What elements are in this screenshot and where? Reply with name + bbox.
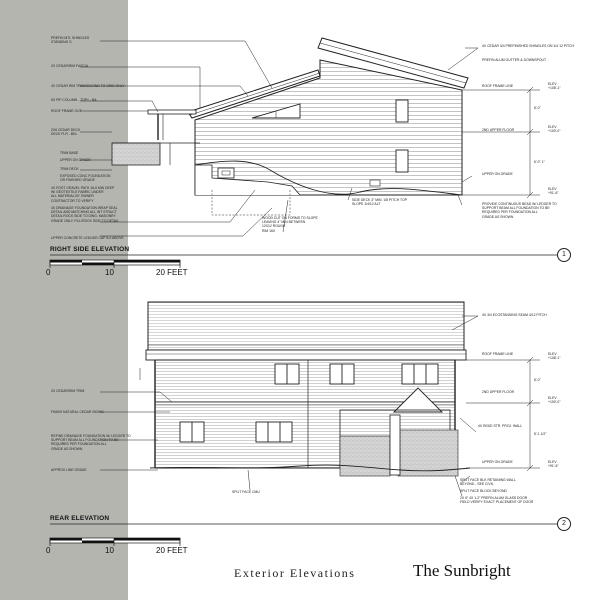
- rear-note-right-3: 2ND UPPER FLOOR: [482, 390, 515, 394]
- right-elev-deck-stone-base: [112, 143, 160, 165]
- rear-note-left-3: REFINE DRAINAGE FOUNDATION W/ LEDGER TO SUPPORT BEAM ALL FOUNDATION TO BE REQUIRED PER FOUNDATION ALL GRADE AS SHOWN: [51, 434, 131, 451]
- rear-note-right-4: UPPER ON GRADE: [482, 460, 513, 464]
- right-note-right-3: ROOF FRAME LINE: [482, 84, 514, 88]
- right-note-left-8: UPPER ON GRADE: [60, 158, 91, 162]
- rear-note-left-2: FINISH NATURAL CEDAR SIDING: [51, 410, 104, 414]
- rear-elevation-title: REAR ELEVATION: [50, 515, 110, 522]
- rear-note-right-7: SPLIT FACE BLOCK BEYOND: [460, 489, 507, 493]
- rear-note-bottom-1: SPLIT FACE CMU: [232, 490, 260, 494]
- right-dim-1: 8'-0": [534, 106, 541, 110]
- right-note-mid-2: SIDE DECK 3" MIN. 1/8 PITCH TOP SLOPE 1/4/12 ALT: [352, 198, 407, 207]
- right-note-left-7: TRIM BASE: [60, 151, 79, 155]
- rear-level-label-2: ELEV +100'-0": [548, 396, 561, 405]
- right-scale-label-10: 10: [105, 268, 114, 277]
- rear-note-right-6: SPLIT FACE BLK RETAINING WALL BEYOND - SEE CIVIL: [460, 478, 516, 487]
- right-note-left-1: PREFIN MTL SHINGLES STANDING S: [51, 36, 90, 45]
- right-level-label-3: ELEV +91'-6": [548, 187, 559, 196]
- right-note-right-5: UPPER ON GRADE: [482, 172, 513, 176]
- rear-note-right-2: ROOF FRAME LINE: [482, 352, 514, 356]
- rear-dim-1: 8'-0": [534, 378, 541, 382]
- right-note-mid-1: WOOD CUT ON FORMS TO SLOPE LEAVING 4" MIN BETWEEN 12X12 ROUGH RIM 16X: [262, 216, 318, 233]
- right-note-left-4: 6X PIP COLUMN - TOP+ - BA: [51, 98, 97, 102]
- right-level-label-2: ELEV +100'-0": [548, 125, 561, 134]
- sheet-title: Exterior Elevations: [234, 566, 356, 580]
- right-elev-graphic-scale: [50, 260, 180, 268]
- rear-note-left-1: 2X CEDAR/RIM TRIM: [51, 389, 85, 393]
- right-elevation-title: RIGHT SIDE ELEVATION: [50, 246, 130, 253]
- rear-dim-2: 8'-1 1/2": [534, 432, 547, 436]
- right-elev-window-upper: [396, 100, 408, 122]
- rear-scale-label-20: 20 FEET: [156, 546, 188, 555]
- right-note-bottom-3: UPPER CONCRETE LEDGER CAP 8-0 ABOVE: [51, 236, 124, 240]
- rear-elev-stone-base-left: [340, 436, 390, 476]
- rear-elev-graphic-scale: [50, 538, 180, 546]
- right-note-bottom-1: 4X FOOT GRAVEL PATH 18-6 MIN DEEP W/ GEOTEXTILE FABRIC UNDER ALL MATERIAL BY OWNER CONTRACTOR TO VERIFY: [51, 186, 115, 203]
- right-side-elevation: [50, 38, 558, 268]
- rear-level-label-1: ELEV +108'-1": [548, 352, 561, 361]
- right-note-right-4: 2ND UPPER FLOOR: [482, 128, 515, 132]
- rear-note-left-4: APPROX LINE GRADE: [51, 468, 87, 472]
- right-scale-label-20: 20 FEET: [156, 268, 188, 277]
- rear-elev-stone-base-right: [398, 430, 458, 476]
- project-name: The Sunbright: [413, 561, 511, 580]
- right-note-left-10: EXPOSED CONC FOUNDATION OR FINISHED GRADE: [60, 174, 111, 183]
- rear-elev-level-lines: [466, 357, 540, 471]
- right-elev-deck-beam: [148, 110, 196, 114]
- right-elev-wall: [195, 60, 462, 195]
- right-note-right-1: 4X CEDAR 3/4 PREFINISHED SHINGLES ON 1/4 12 PITCH: [482, 44, 574, 48]
- right-note-left-2: 2X CEDAR/RIM FASCIA: [51, 64, 89, 68]
- right-dim-2: 6'-0" 1": [534, 160, 545, 164]
- right-note-left-9: TRIM DECK: [60, 167, 79, 171]
- rear-level-label-3: ELEV +91'-6": [548, 460, 559, 469]
- right-note-bottom-2: 4X DRAINAGE FOUNDATION WRAP SEAL DETAIL AND MATCHING ALL INT STRUCT DETAIL ROCK SIDE TO DWG. MASONRY GRADE ONLY. FILL/ROCK SIDE TO DETAIL: [51, 206, 119, 223]
- rear-note-right-8: 2X 6" 4X 1-2" PREFIN ALUM GLASS DOOR FIELD VERIFY EXACT PLACEMENT OF DOOR: [460, 496, 534, 505]
- right-elev-level-lines: [462, 87, 540, 198]
- rear-elev-door: [390, 415, 400, 475]
- right-level-label-1: ELEV +108'-1": [548, 82, 561, 91]
- rear-elev-roof: [148, 302, 464, 350]
- rear-note-right-1: 4X 3/4 ECOSTANDING SEAM 4/12 PITCH: [482, 313, 547, 317]
- right-elevation-bubble: 1: [557, 248, 571, 262]
- rear-scale-label-0: 0: [46, 546, 51, 555]
- right-scale-label-0: 0: [46, 268, 51, 277]
- right-note-right-2: PREFIN ALUM GUTTER & DOWNSPOUT: [482, 58, 547, 62]
- right-note-right-6: PROVIDE CONTINUOUS BEAD W/ LEDGER TO SUPPORT BEAM ALL FOUNDATION TO BE REQUIRED PER FOUNDATION ALL GRADE AS SHOWN: [482, 202, 557, 219]
- right-note-left-6: 2X6 CEDAR DECK DECK FLR - BDL: [51, 128, 81, 137]
- rear-elevation-bubble: 2: [557, 517, 571, 531]
- right-elev-window-lower: [396, 150, 408, 172]
- rear-scale-label-10: 10: [105, 546, 114, 555]
- right-note-left-3: 4X CEDAR RIM TRIM/SECOND TO GRID ONLY: [51, 84, 125, 88]
- right-note-left-5: ROOF FRAME OUT: [51, 109, 82, 113]
- rear-note-right-5: 4X RIGID STR. PROJ. WALL: [478, 424, 523, 428]
